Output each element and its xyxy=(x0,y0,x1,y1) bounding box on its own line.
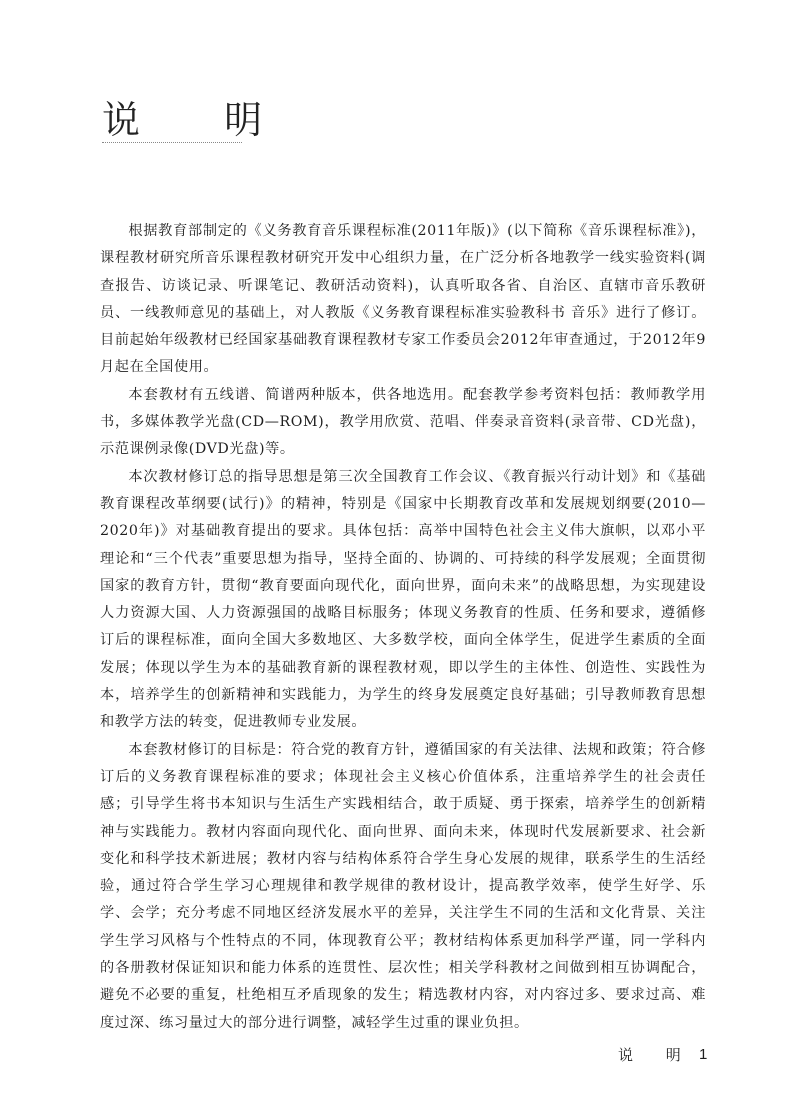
body-text xyxy=(100,218,706,1037)
page-number: 1 xyxy=(699,1046,708,1063)
paragraph-1: 根据教育部制定的《义务教育音乐课程标准(2011年版)》(以下简称《音乐课程标准》)，课程教材研究所音乐课程教材研究开发中心组织力量，在广泛分析各地教学一线实验资料(调查报告、访谈记录、听课笔记、教研活动资料)，认真听取各省、自治区、直辖市音乐教研员、一线教师意见的基础上，对人教版《义务教育课程标准实验教科书 音乐》进行了修订。目前起始年级教材已经国家基础教育课程教材专家工作委员会2012年审查通过，于2012年9月起在全国使用。 xyxy=(100,223,706,376)
paragraph-2: 本套教材有五线谱、简谱两种版本，供各地选用。配套教学参考资料包括：教师教学用书，多媒体教学光盘(CD—ROM)，教学用欣赏、范唱、伴奏录音资料(录音带、CD光盘)，示范课例录像(DVD光盘)等。 xyxy=(100,386,706,458)
page-title: 说 明 xyxy=(102,98,299,142)
paragraph-3: 本次教材修订总的指导思想是第三次全国教育工作会议、《教育振兴行动计划》和《基础教育课程改革纲要(试行)》的精神，特别是《国家中长期教育改革和发展规划纲要(2010—2020年)》对基础教育提出的要求。具体包括：高举中国特色社会主义伟大旗帜，以邓小平理论和“三个代表”重要思想为指导，坚持全面的、协调的、可持续的科学发展观；全面贯彻国家的教育方针，贯彻“教育要面向现代化，面向世界，面向未来”的战略思想，为实现建设人力资源大国、人力资源强国的战略目标服务；体现义务教育的性质、任务和要求，遵循修订后的课程标准，面向全国大多数地区、大多数学校，面向全体学生，促进学生素质的全面发展；体现以学生为本的基础教育新的课程教材观，即以学生的主体性、创造性、实践性为本，培养学生的创新精神和实践能力，为学生的终身发展奠定良好基础；引导教师教育思想和教学方法的转变，促进教师专业发展。 xyxy=(100,468,706,731)
footer-section-label: 说 明 xyxy=(618,1046,695,1064)
paragraph-4: 本套教材修订的目标是：符合党的教育方针，遵循国家的有关法律、法规和政策；符合修订后的义务教育课程标准的要求；体现社会主义核心价值体系，注重培养学生的社会责任感；引导学生将书本知识与生活生产实践相结合，敢于质疑、勇于探索，培养学生的创新精神与实践能力。教材内容面向现代化、面向世界、面向未来，体现时代发展新要求、社会新变化和科学技术新进展；教材内容与结构体系符合学生身心发展的规律，联系学生的生活经验，通过符合学生学习心理规律和教学规律的教材设计，提高教学效率，使学生好学、乐学、会学；充分考虑不同地区经济发展水平的差异，关注学生不同的生活和文化背景、关注学生学习风格与个性特点的不同，体现教育公平；教材结构体系更加科学严谨，同一学科内的各册教材保证知识和能力体系的连贯性、层次性；相关学科教材之间做到相互协调配合，避免不必要的重复，杜绝相互矛盾现象的发生；精选教材内容，对内容过多、要求过高、难度过深、练习量过大的部分进行调整，减轻学生过重的课业负担。 xyxy=(100,741,706,1031)
title-underline xyxy=(102,142,242,143)
